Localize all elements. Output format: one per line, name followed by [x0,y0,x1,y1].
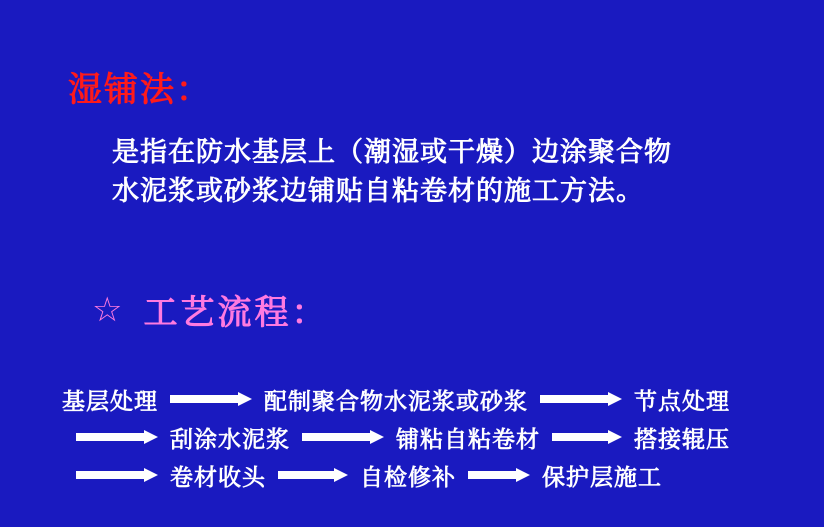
flow-node: 节点处理 [634,388,730,415]
flow-node: 自检修补 [360,464,456,491]
process-heading-label: 工艺流程： [143,293,329,333]
star-icon: ☆ [92,289,126,330]
flow-row [62,458,778,492]
flow-row [62,420,778,454]
definition-paragraph [112,133,782,211]
process-heading [92,285,328,334]
flow-node: 卷材收头 [170,464,266,491]
flow-node: 搭接辊压 [634,426,730,453]
arrow-right-icon [552,430,622,444]
flow-node: 铺粘自粘卷材 [396,426,540,453]
flow-row [62,382,778,416]
arrow-right-icon [540,392,622,406]
definition-line-2: 水泥浆或砂浆边铺贴自粘卷材的施工方法。 [112,176,644,208]
arrow-right-icon [170,392,252,406]
flow-node: 配制聚合物水泥浆或砂浆 [264,388,528,415]
definition-line-1: 是指在防水基层上（潮湿或干燥）边涂聚合物 [112,137,672,168]
arrow-right-icon [278,468,348,482]
arrow-right-icon [76,468,158,482]
arrow-right-icon [468,468,530,482]
flow-node: 保护层施工 [542,464,662,491]
arrow-right-icon [302,430,384,444]
flow-node: 刮涂水泥浆 [170,426,290,453]
flow-node: 基层处理 [62,388,158,415]
arrow-right-icon [76,430,158,444]
slide-title: 湿铺法： [68,70,212,110]
process-flow-diagram [62,382,778,496]
